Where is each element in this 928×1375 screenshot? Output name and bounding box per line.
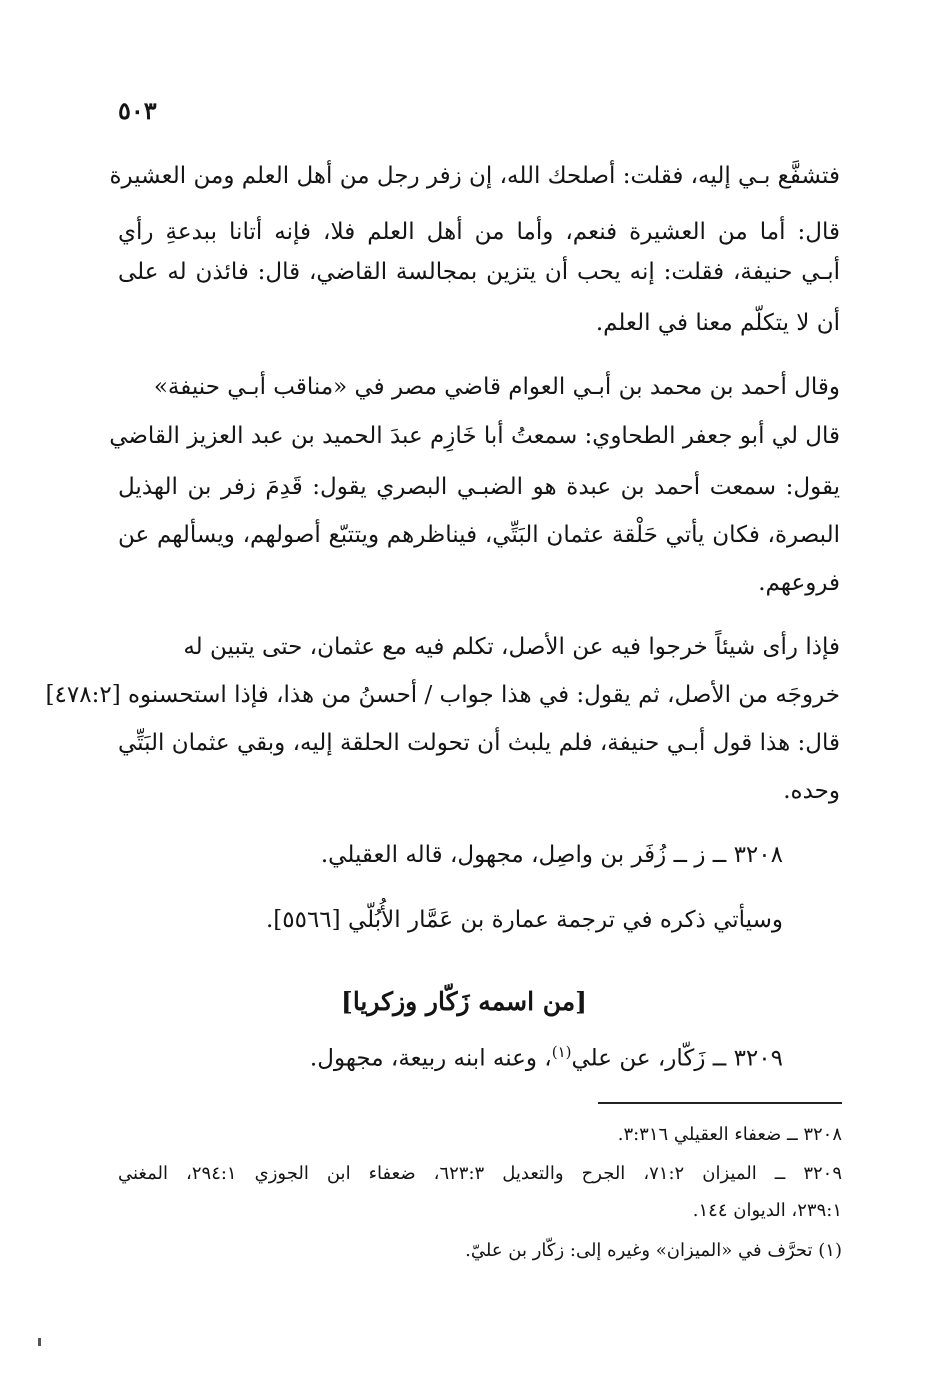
paragraph-2-line-2: قال لي أبو جعفر الطحاوي: سمعتُ أبا خَازِم عبدَ الحميد بن عبد العزيز القاضي [109,423,840,449]
footnote-ref-1: (١) [551,1043,572,1061]
paragraph-3-line-2: خروجَه من الأصل، ثم يقول: في هذا جواب / أحسنُ من هذا، فإذا استحسنوه [٤٧٨:٢] [45,682,840,708]
page-number: ٥٠٣ [118,96,157,125]
paragraph-2-line-3: يقول: سمعت أحمد بن عبدة هو الضبـي البصري يقول: قَدِمَ زفر بن الهذيل [118,474,840,500]
paragraph-1-line-4: أن لا يتكلّم معنا في العلم. [595,310,840,336]
entry-3208-note: وسيأتي ذكره في ترجمة عمارة بن عَمَّار الأُبُلّي [٥٥٦٦]. [265,907,783,933]
section-heading: [من اسمه زَكّار وزكريا] [340,987,588,1016]
paragraph-1-line-2: قال: أما من العشيرة فنعم، وأما من أهل العلم فلا، فإنه أتانا ببدعةِ رأي [118,219,840,245]
paragraph-2-line-5: فروعهم. [758,570,840,596]
paragraph-3-line-4: وحده. [783,778,840,804]
entry-3209-text-start: ٣٢٠٩ ــ زَكّار، عن علي [571,1045,783,1072]
paragraph-3-line-1: فإذا رأى شيئاً خرجوا فيه عن الأصل، تكلم فيه مع عثمان، حتى يتبين له [183,634,840,660]
footnote-3209-line-2: ٢٣٩:١، الديوان ١٤٤. [692,1200,842,1221]
paragraph-3-line-3: قال: هذا قول أبـي حنيفة، فلم يلبث أن تحولت الحلقة إليه، وبقي عثمان البَتِّي [118,730,840,756]
footnote-3208: ٣٢٠٨ ــ ضعفاء العقيلي ٣:٣١٦. [617,1124,842,1145]
entry-3208: ٣٢٠٨ ــ ز ــ زُفَر بن واصِل، مجهول، قاله العقيلي. [320,842,783,868]
scan-mark [38,1338,41,1346]
entry-3209-text-end: ، وعنه ابنه ربيعة، مجهول. [309,1045,552,1072]
paragraph-1-line-1: فتشفَّع بـي إليه، فقلت: أصلحك الله، إن زفر رجل من أهل العلم ومن العشيرة [109,163,840,189]
paragraph-2-line-1: وقال أحمد بن محمد بن أبـي العوام قاضي مصر في «مناقب أبـي حنيفة» [153,374,840,400]
entry-3209 [103,1043,783,1072]
footnote-3209-line-1: ٣٢٠٩ ــ الميزان ٧١:٢، الجرح والتعديل ٦٢٣:٣، ضعفاء ابن الجوزي ٢٩٤:١، المغني [118,1163,842,1184]
footnote-separator [598,1102,842,1104]
footnote-1: (١) تحرَّف في «الميزان» وغيره إلى: زكّار بن عليّ. [465,1240,842,1261]
paragraph-1-line-3: أبـي حنيفة، فقلت: إنه يحب أن يتزين بمجالسة القاضي، قال: فائذن له على [118,259,840,285]
paragraph-2-line-4: البصرة، فكان يأتي حَلْقة عثمان البَتِّي، فيناظرهم ويتتبّع أصولهم، ويسألهم عن [118,522,840,548]
